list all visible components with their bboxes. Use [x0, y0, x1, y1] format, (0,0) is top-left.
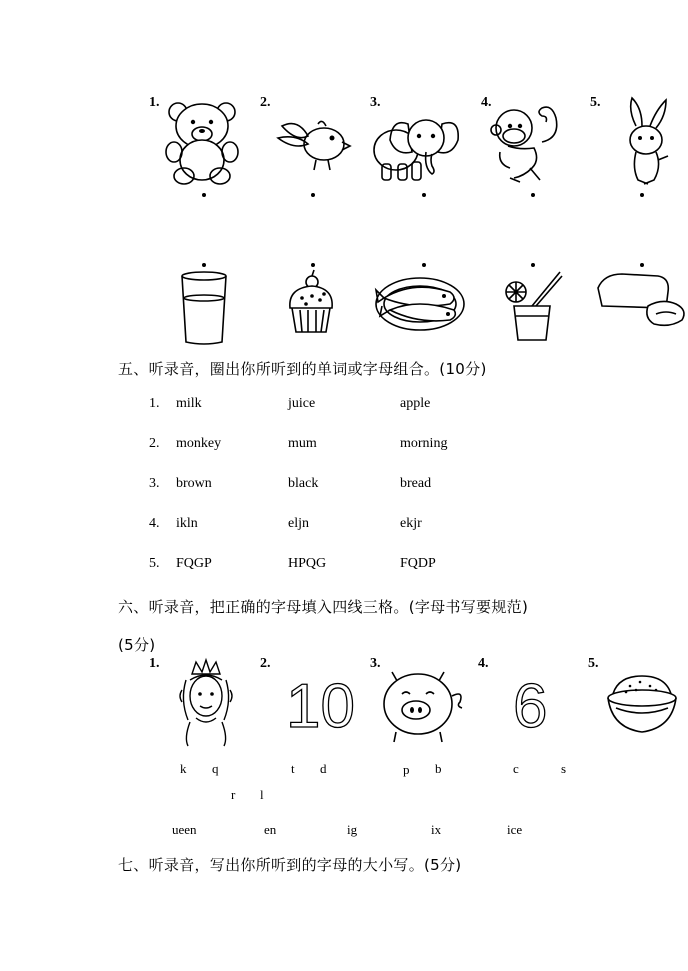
- word-option[interactable]: apple: [400, 396, 431, 411]
- match-dot[interactable]: [202, 263, 206, 267]
- word-option[interactable]: morning: [400, 436, 448, 451]
- bear-icon: [164, 98, 240, 186]
- ten-digit-icon: 10: [286, 672, 355, 741]
- match-dot[interactable]: [640, 193, 644, 197]
- match-dot[interactable]: [531, 193, 535, 197]
- letter-option[interactable]: k: [180, 761, 187, 776]
- six-digit-icon: 6: [513, 672, 548, 741]
- match-dot[interactable]: [202, 193, 206, 197]
- bread-icon: [596, 270, 688, 332]
- row-number: 5.: [149, 556, 160, 571]
- match-dot[interactable]: [422, 263, 426, 267]
- letter-option[interactable]: d: [320, 761, 327, 776]
- word-option[interactable]: ikln: [176, 516, 198, 531]
- section7-heading: 七、听录音，写出你所听到的字母的大小写。(5分): [118, 856, 462, 874]
- row-number: 2.: [149, 436, 160, 451]
- word-option[interactable]: milk: [176, 396, 202, 411]
- item-number-4: 4.: [478, 656, 489, 671]
- word-option[interactable]: eljn: [288, 516, 309, 531]
- word-option[interactable]: FQDP: [400, 556, 436, 571]
- item-number-2: 2.: [260, 95, 271, 110]
- item-number-5: 5.: [590, 95, 601, 110]
- word-option[interactable]: bread: [400, 476, 432, 491]
- word-option[interactable]: mum: [288, 436, 317, 451]
- fish-plate-icon: [374, 270, 466, 334]
- word-option[interactable]: brown: [176, 476, 212, 491]
- cupcake-icon: [286, 272, 336, 334]
- item-number-1: 1.: [149, 656, 160, 671]
- row-number: 3.: [149, 476, 160, 491]
- milk-glass-icon: [180, 270, 228, 346]
- elephant-icon: [372, 112, 462, 184]
- item-number-4: 4.: [481, 95, 492, 110]
- pig-icon: [380, 666, 468, 744]
- letter-option[interactable]: t: [291, 761, 295, 776]
- section6-heading: 六、听录音，把正确的字母填入四线三格。(字母书写要规范): [118, 598, 529, 616]
- word-option[interactable]: HPQG: [288, 556, 327, 571]
- rice-bowl-icon: [606, 668, 678, 736]
- monkey-icon: [490, 98, 564, 186]
- word-option[interactable]: ekjr: [400, 516, 422, 531]
- row-number: 4.: [149, 516, 160, 531]
- queen-icon: [176, 660, 236, 746]
- letter-option[interactable]: b: [435, 761, 442, 776]
- section5-heading: 五、听录音，圈出你所听到的单词或字母组合。(10分): [118, 360, 487, 378]
- word-ending: ix: [431, 822, 442, 837]
- match-dot[interactable]: [311, 193, 315, 197]
- word-option[interactable]: FQGP: [176, 556, 212, 571]
- letter-option[interactable]: s: [561, 761, 567, 776]
- letter-option[interactable]: c: [513, 761, 519, 776]
- row-number: 1.: [149, 396, 160, 411]
- word-option[interactable]: black: [288, 476, 319, 491]
- match-dot[interactable]: [531, 263, 535, 267]
- rabbit-icon: [622, 96, 672, 188]
- section6-heading-cont: (5分): [118, 636, 156, 654]
- item-number-5: 5.: [588, 656, 599, 671]
- word-ending: ueen: [172, 822, 197, 837]
- item-number-2: 2.: [260, 656, 271, 671]
- match-dot[interactable]: [311, 263, 315, 267]
- item-number-3: 3.: [370, 95, 381, 110]
- letter-option[interactable]: l: [260, 787, 264, 802]
- word-ending: ig: [347, 822, 358, 837]
- juice-glass-icon: [500, 270, 564, 342]
- word-option[interactable]: monkey: [176, 436, 222, 451]
- letter-option[interactable]: q: [212, 761, 219, 776]
- letter-option[interactable]: p: [403, 762, 410, 777]
- word-option[interactable]: juice: [288, 396, 316, 411]
- match-dot[interactable]: [640, 263, 644, 267]
- item-number-3: 3.: [370, 656, 381, 671]
- letter-option[interactable]: r: [231, 787, 236, 802]
- word-ending: en: [264, 822, 277, 837]
- bird-icon: [274, 116, 352, 174]
- word-ending: ice: [507, 822, 523, 837]
- item-number-1: 1.: [149, 95, 160, 110]
- match-dot[interactable]: [422, 193, 426, 197]
